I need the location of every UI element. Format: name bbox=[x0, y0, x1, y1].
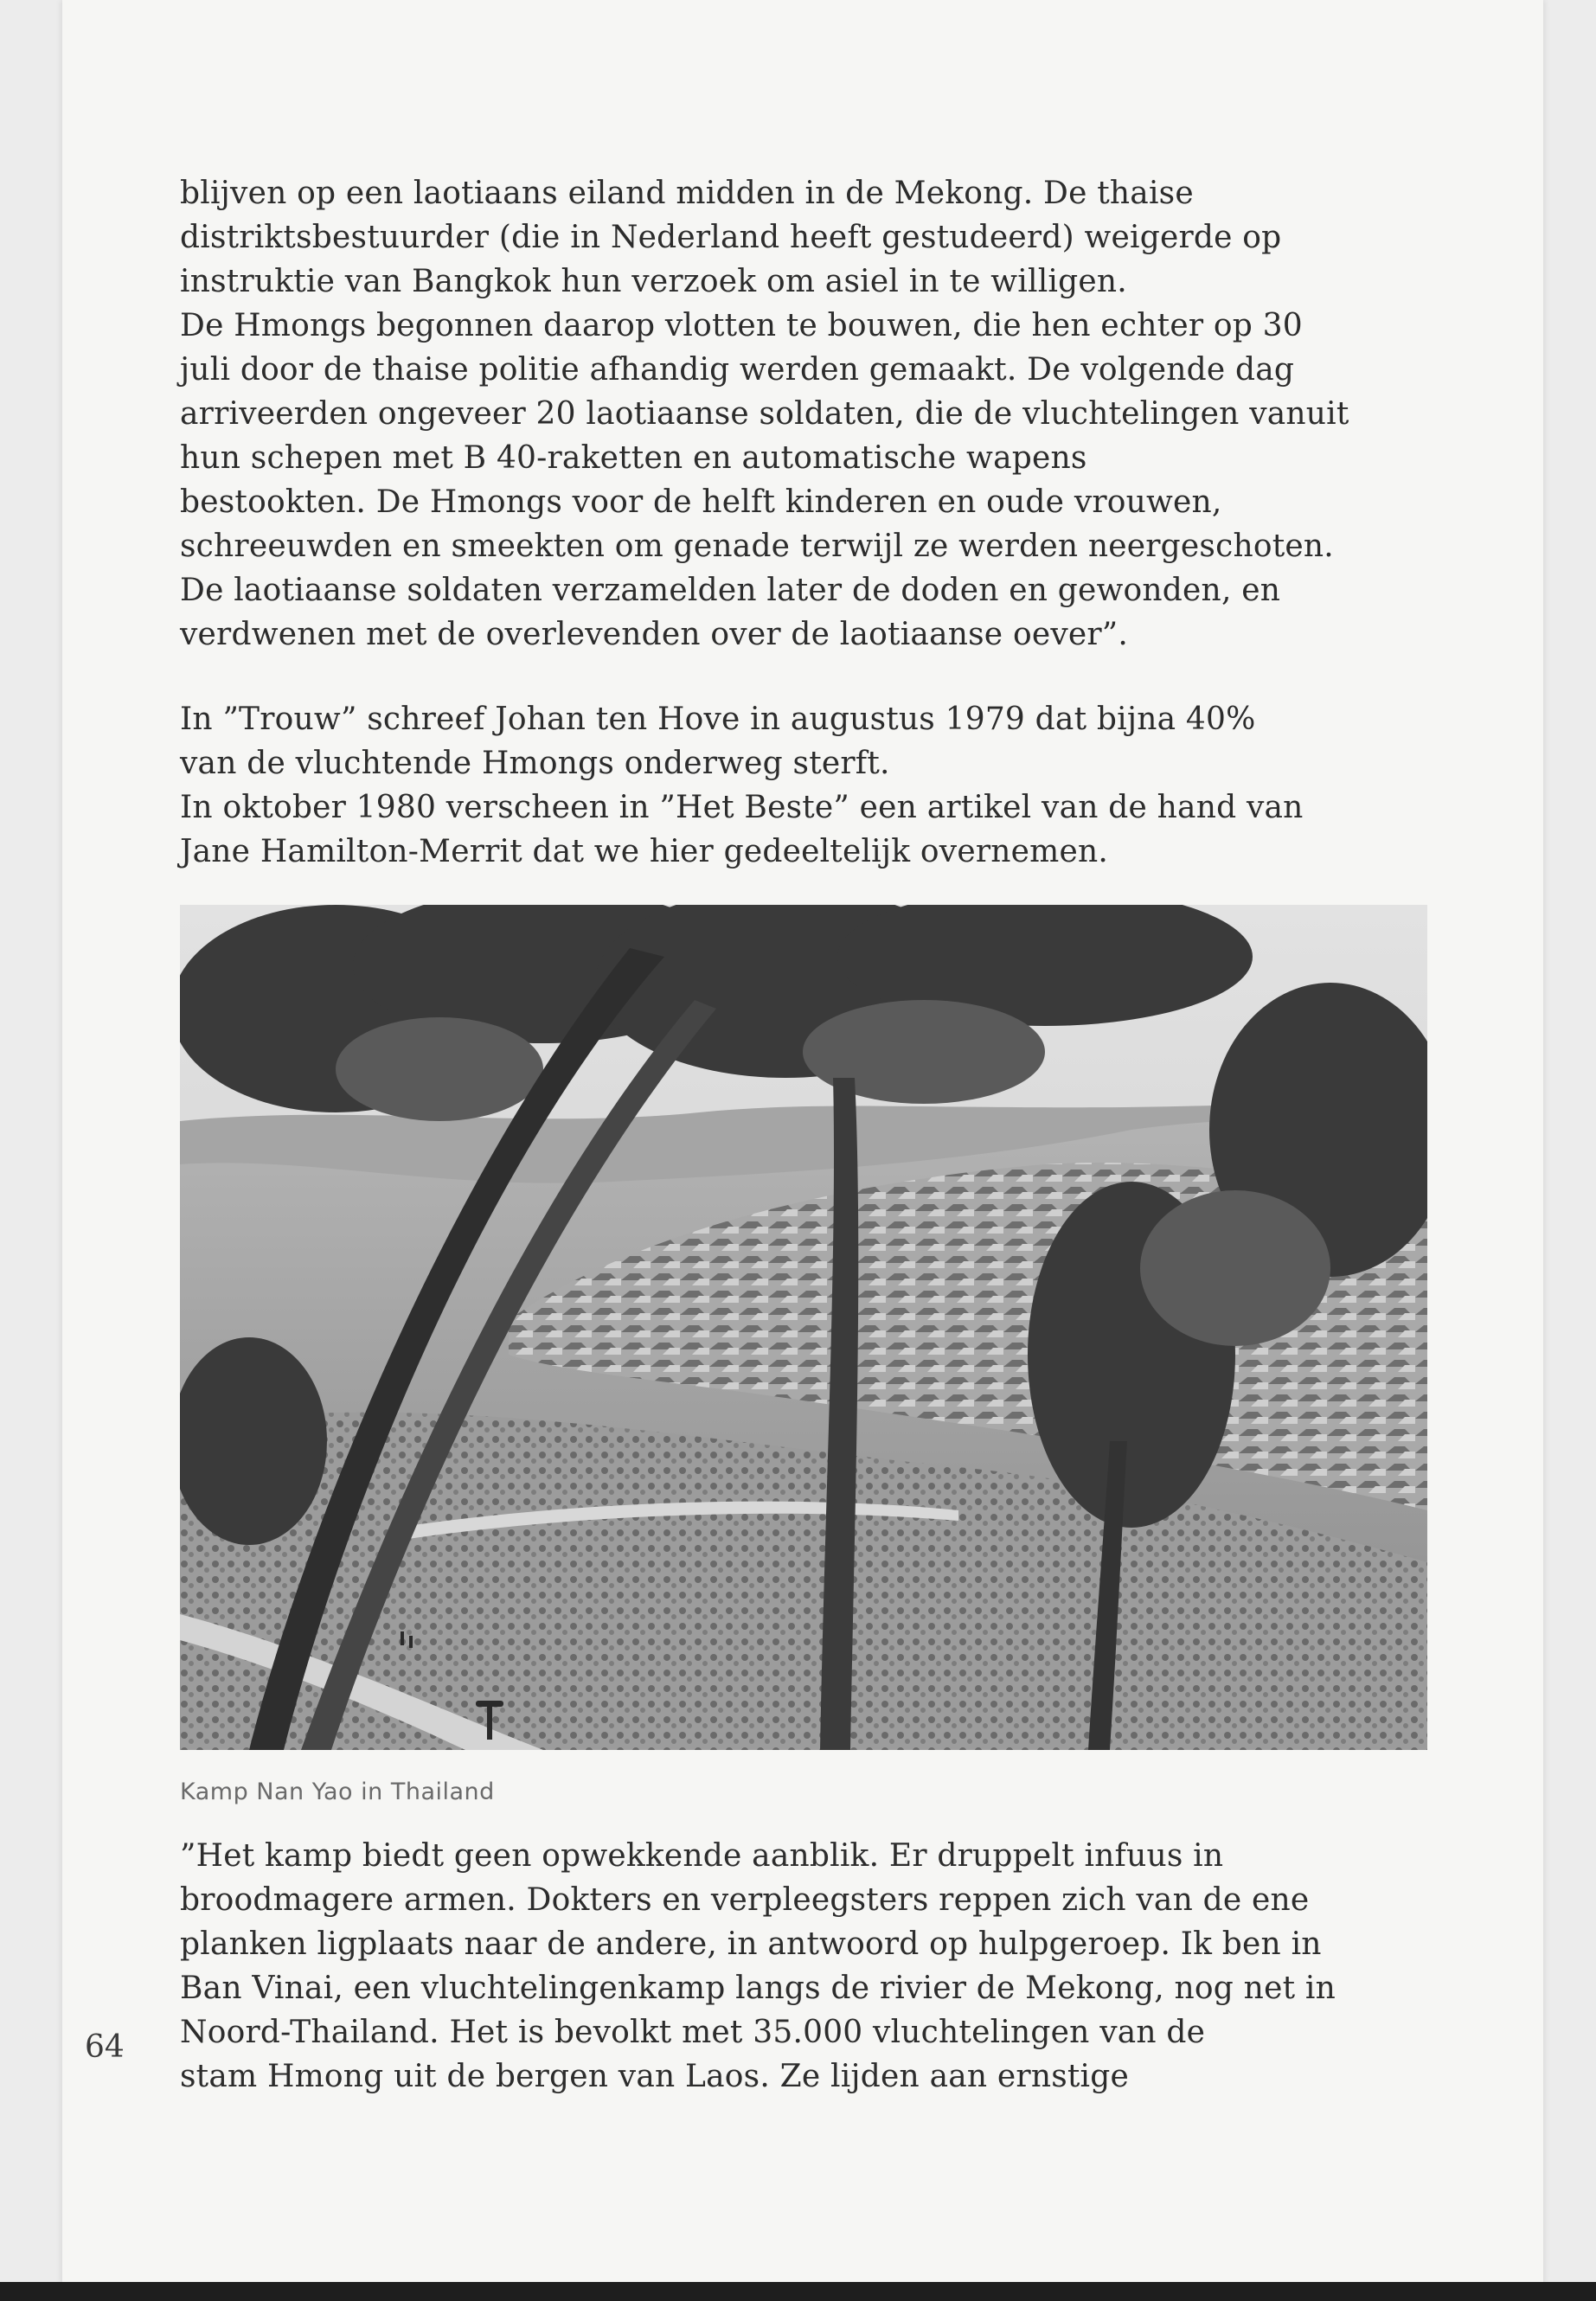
text-line: Jane Hamilton-Merrit dat we hier gedeeltelijk overnemen. bbox=[180, 834, 1109, 869]
scan-edge bbox=[0, 2282, 1596, 2301]
text-line: ”Het kamp biedt geen opwekkende aanblik. Er druppelt infuus in bbox=[180, 1838, 1224, 1874]
text-line: broodmagere armen. Dokters en verpleegsters reppen zich van de ene bbox=[180, 1882, 1310, 1918]
text-line: planken ligplaats naar de andere, in antwoord op hulpgeroep. Ik ben in bbox=[180, 1926, 1322, 1962]
text-line: stam Hmong uit de bergen van Laos. Ze lijden aan ernstige bbox=[180, 2059, 1130, 2094]
text-line: schreeuwden en smeekten om genade terwijl ze werden neergeschoten. bbox=[180, 529, 1334, 564]
text-line: juli door de thaise politie afhandig werden gemaakt. De volgende dag bbox=[180, 352, 1295, 388]
text-line: De Hmongs begonnen daarop vlotten te bouwen, die hen echter op 30 bbox=[180, 308, 1303, 343]
page-number: 64 bbox=[85, 2029, 125, 2065]
text-line: In ”Trouw” schreef Johan ten Hove in augustus 1979 dat bijna 40% bbox=[180, 702, 1256, 737]
text-line: arriveerden ongeveer 20 laotiaanse soldaten, die de vluchtelingen vanuit bbox=[180, 396, 1349, 432]
paragraph-top bbox=[180, 171, 1434, 657]
text-line: hun schepen met B 40-raketten en automatische wapens bbox=[180, 440, 1087, 476]
text-line: bestookten. De Hmongs voor de helft kinderen en oude vrouwen, bbox=[180, 484, 1222, 520]
text-line: verdwenen met de overlevenden over de laotiaanse oever”. bbox=[180, 617, 1129, 652]
text-line: instruktie van Bangkok hun verzoek om asiel in te willigen. bbox=[180, 264, 1127, 299]
paragraph-bottom bbox=[180, 1834, 1434, 2099]
text-line: Ban Vinai, een vluchtelingenkamp langs de rivier de Mekong, nog net in bbox=[180, 1971, 1336, 2006]
text-line: distriktsbestuurder (die in Nederland heeft gestudeerd) weigerde op bbox=[180, 220, 1282, 255]
photo-caption: Kamp Nan Yao in Thailand bbox=[180, 1779, 495, 1805]
text-line: De laotiaanse soldaten verzamelden later de doden en gewonden, en bbox=[180, 573, 1281, 608]
camp-photograph bbox=[180, 905, 1427, 1750]
text-line: van de vluchtende Hmongs onderweg sterft. bbox=[180, 746, 890, 781]
paragraph-middle bbox=[180, 697, 1434, 874]
text-line: In oktober 1980 verscheen in ”Het Beste” een artikel van de hand van bbox=[180, 790, 1304, 825]
text-line: blijven op een laotiaans eiland midden in de Mekong. De thaise bbox=[180, 176, 1194, 211]
text-line: Noord-Thailand. Het is bevolkt met 35.000 vluchtelingen van de bbox=[180, 2015, 1206, 2050]
